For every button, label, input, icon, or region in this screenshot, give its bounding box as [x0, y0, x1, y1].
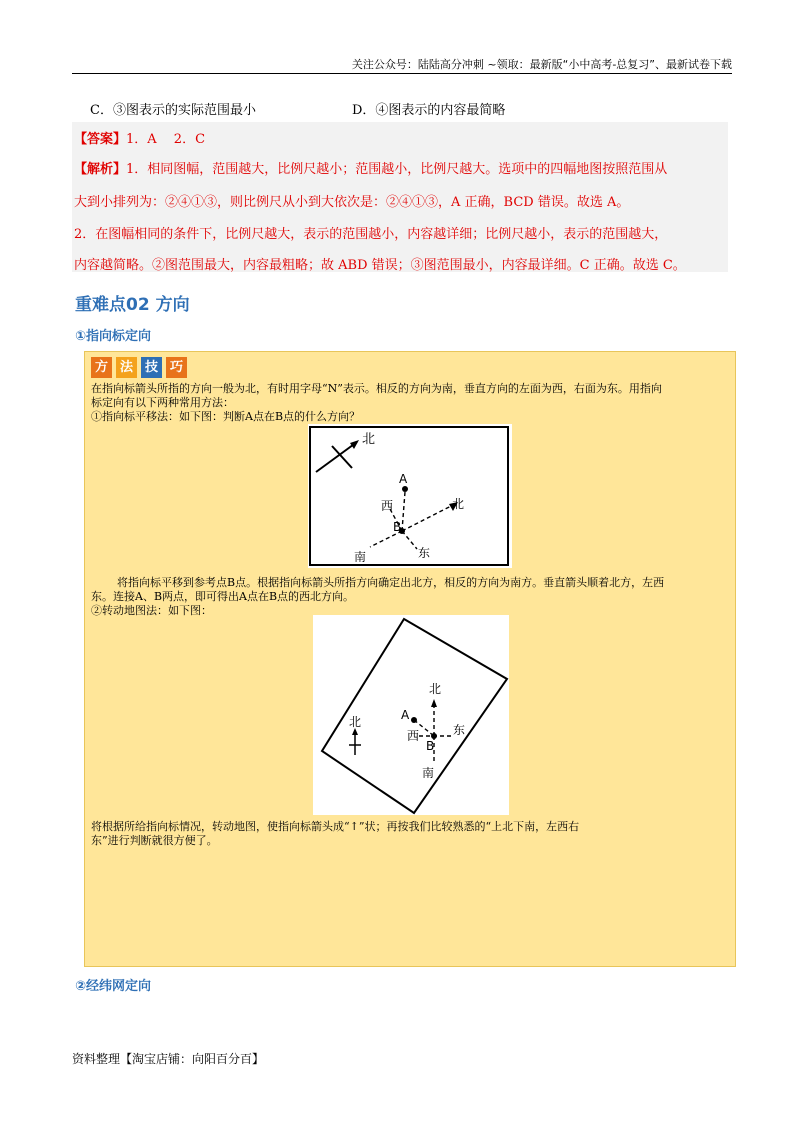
- header-text: 关注公众号：陆陆高分冲刺 ~领取：最新版“小中高考-总复习”、最新试卷下载: [351, 58, 732, 71]
- label-a: A: [399, 472, 408, 486]
- label-south: 南: [422, 766, 435, 780]
- method1-desc-2: 东。连接A、B两点，即可得出A点在B点的西北方向。: [91, 590, 355, 603]
- sub-title-graticule: ②经纬网定向: [75, 979, 152, 994]
- analysis-line-2: 大到小排列为：②④①③，则比例尺从小到大依次是：②④①③，A 正确，BCD 错误。故选 A。: [74, 195, 630, 210]
- label-west: 西: [381, 499, 394, 513]
- label-north: 北: [452, 497, 465, 511]
- point-a: [402, 486, 408, 492]
- figure-translation-method: [308, 424, 512, 568]
- analysis-label: 【解析】: [74, 162, 127, 177]
- label-east: 东: [453, 723, 466, 737]
- analysis-line-3: 2．在图幅相同的条件下，比例尺越大，表示的范围越小，内容越详细；比例尺越小，表示的范围越大，: [74, 227, 668, 242]
- method2-desc-1: 将根据所给指向标情况，转动地图，使指向标箭头成“↑”状；再按我们比较熟悉的“上北下南，左西右: [91, 820, 580, 833]
- answer-label: 【答案】: [74, 132, 127, 147]
- answer-line: [74, 128, 205, 147]
- analysis-line-1: 【解析】1．相同图幅，范围越大，比例尺越小；范围越小，比例尺越大。选项中的四幅地图按照范围从: [74, 162, 668, 177]
- badge-3: 技: [141, 357, 162, 378]
- compass-north-label: 北: [362, 432, 376, 447]
- page-footer: 资料整理【淘宝店铺：向阳百分百】: [72, 1052, 265, 1066]
- label-north: 北: [429, 682, 442, 696]
- left-north-label: 北: [349, 715, 362, 729]
- badge-1: 方: [91, 357, 112, 378]
- page-header: [72, 54, 732, 74]
- sub-title-compass: ①指向标定向: [75, 329, 152, 344]
- option-c: C．③图表示的实际范围最小: [90, 103, 256, 118]
- label-b: B: [426, 739, 435, 753]
- method-box: [84, 351, 736, 967]
- label-a: A: [401, 708, 410, 722]
- label-b: B: [393, 520, 402, 534]
- intro-line-2: 标定向有以下两种常用方法：: [91, 396, 234, 409]
- point-a: [411, 717, 417, 723]
- answer-text: 1．A 2．C: [126, 132, 206, 147]
- option-d: D．④图表示的内容最简略: [352, 103, 506, 118]
- analysis-line-4: 内容越简略。②图范围最大，内容最粗略；故 ABD 错误；③图范围最小，内容最详细。C 正确。故选 C。: [74, 258, 686, 273]
- method1-desc-1: 将指向标平移到参考点B点。根据指向标箭头所指方向确定出北方，相反的方向为南方。垂直箭头顺着北方，左西: [117, 576, 665, 589]
- badge-2: 法: [116, 357, 137, 378]
- method1-title: ①指向标平移法：如下图：判断A点在B点的什么方向？: [91, 410, 361, 423]
- intro-line-1: 在指向标箭头所指的方向一般为北，有时用字母“N”表示。相反的方向为南，垂直方向的左面为西，右面为东。用指向: [91, 382, 662, 395]
- badge-4: 巧: [166, 357, 187, 378]
- method2-desc-2: 东”进行判断就很方便了。: [91, 834, 218, 847]
- section-title: 重难点02 方向: [75, 295, 190, 315]
- figure-rotation-method: [313, 615, 509, 815]
- method2-title: ②转动地图法：如下图：: [91, 604, 212, 617]
- label-east: 东: [418, 546, 431, 560]
- label-south: 南: [354, 550, 367, 564]
- label-west: 西: [407, 729, 420, 743]
- answer-box: [72, 122, 728, 272]
